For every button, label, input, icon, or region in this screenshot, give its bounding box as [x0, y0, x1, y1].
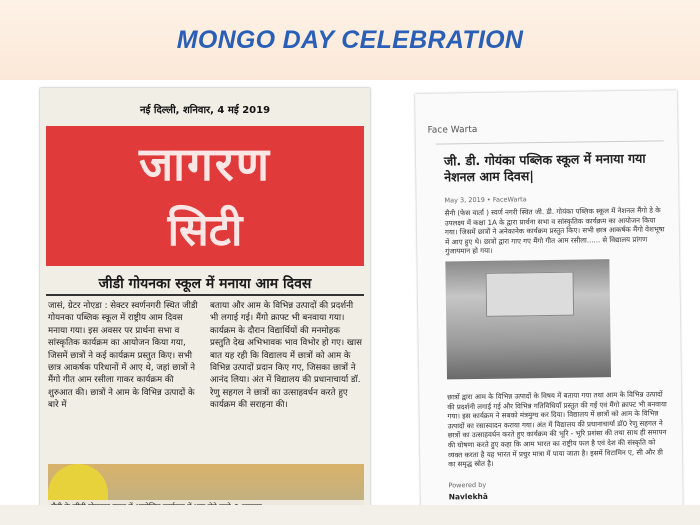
newspaper-dateline: नई दिल्ली, शनिवार, 4 मई 2019 [139, 105, 271, 116]
stage-photo [445, 259, 611, 379]
header-divider [436, 140, 664, 144]
face-warta-clipping [415, 90, 683, 522]
jagran-city-clipping [40, 88, 370, 520]
article-headline: जीडी गोयनका स्कूल में मनाया आम दिवस [98, 276, 312, 292]
headline-divider [46, 294, 364, 296]
platform-name: Navlekhā [448, 491, 488, 502]
article-paragraph-1: सैनी (फेस वार्ता ) स्वर्ण नगरी स्थित जी. डी. गोयंका पब्लिक स्कूल में नेशनल मैंगो डे के उपलक्ष्य में कक्षा 1A के द्वारा प्रार्थना सभा व सांस्कृतिक कार्यक्रम का आयोजन किया गया। जिसमें छात्रों ने अनेकानेक कार्यक्रम प्रस्तुत किए। सभी छात्र आकर्षक मैंगो वेशभूषा में आए हुए थे। छात्रों द्वारा गाए गए मैंगो गीत आम रसीला...... से विद्यालय प्रांगण गुंजायमान हो गया। [444, 206, 665, 256]
article-paragraph-2: छात्रों द्वारा आम के विभिन्न उत्पादों के विषय में बताया गया तथा आम के विभिन्न उत्पादों की प्रदर्शनी लगाई गई और विभिन्न गतिविधियाँ प्रस्तुत की गईं एवं मैंगो क्राफ्ट भी बनवाया गया। इस कार्यक्रम ने सबको मंत्रमुग्ध कर दिया। विद्यालय में छात्रों को आम के विभिन्न उत्पादों का रसास्वादन कराया गया। अंत में विद्यालय की प्रधानाचार्या डॉ0 रेणु सहगल ने छात्रों का उत्साहवर्धन करते हुए कार्यक्रम की भूरि - भूरि प्रशंसा की तथा साथ ही समापन की घोषणा करते हुए कहा कि आम भारत का राष्ट्रीय फल है एवं देश की संस्कृति को व्यक्त करता है यह भारत में प्रचुर मात्रा में पाया जाता है। इसमें विटामिन ए, सी और डी का समृद्ध स्रोत है। [447, 390, 667, 469]
article-headline: जी. डी. गोयंका पब्लिक स्कूल में मनाया गया नेशनल आम दिवस| [443, 150, 646, 185]
slide-title: MONGO DAY CELEBRATION [176, 26, 524, 54]
article-column-1: जासं, ग्रेटर नोएडा : सेक्टर स्वर्णनगरी स्थित जीडी गोयनका पब्लिक स्कूल में राष्ट्रीय आम दिवस मनाया गया। इस अवसर पर प्रार्थना सभा व सांस्कृतिक कार्यक्रम का आयोजन किया गया, जिसमें छात्रों ने कई कार्यक्रम प्रस्तुत किए। सभी छात्र आकर्षक परिधानों में आए थे, जहां छात्रों ने मैंगो गीत आम रसीला गाकर कार्यक्रम की शुरुआत की। छात्रों ने आम के विभिन्न उत्पादों के बारे में [48, 301, 198, 411]
article-column-2: बताया और आम के विभिन्न उत्पादों की प्रदर्शनी भी लगाई गई। मैंगो क्राफ्ट भी बनवाया गया। कार्यक्रम के दौरान विद्यार्थियों की मनमोहक प्रस्तुति देख अभिभावक भाव विभोर हो गए। खास बात यह रही कि विद्यालय में छात्रों को आम के विभिन्न उत्पादों प्रदान किए गए, जिसका छात्रों ने आनंद लिया। अंत में विद्यालय की प्रधानाचार्या डॉ. रेणु सहगल ने छात्रों का उत्साहवर्धन करते हुए कार्यक्रम की सराहना की। [210, 301, 362, 411]
masthead-line2: सिटी [167, 205, 243, 256]
powered-by-label: Powered by [448, 480, 487, 490]
slide-footer-strip [0, 505, 700, 525]
article-meta: May 3, 2019 • FaceWarta [444, 195, 527, 205]
stage-backdrop [486, 272, 575, 317]
masthead-line1: जागरण [138, 137, 272, 191]
site-brand: Face Warta [427, 124, 478, 136]
newspaper-masthead [46, 126, 364, 266]
